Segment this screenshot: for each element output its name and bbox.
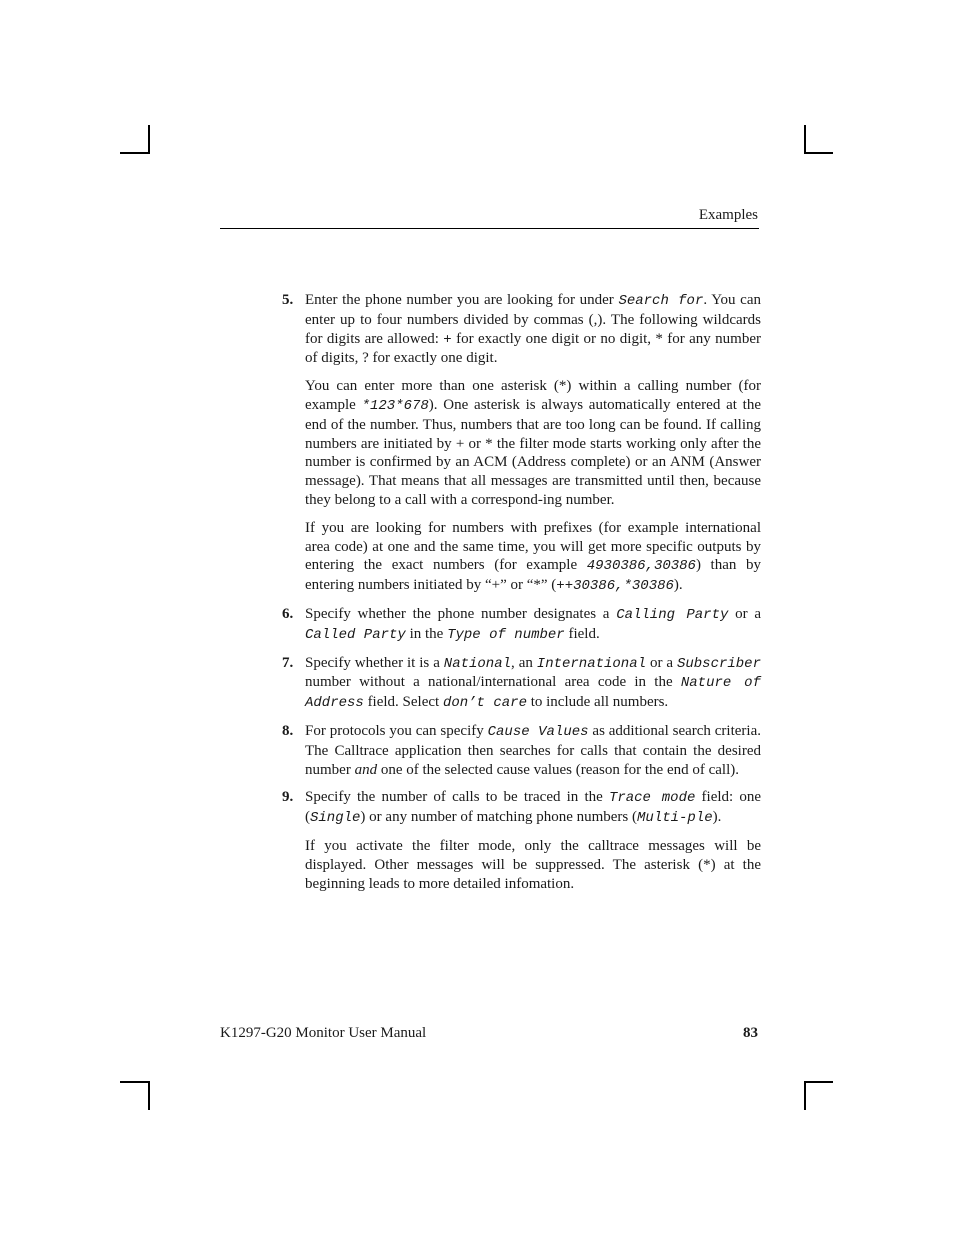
crop-mark-bottom-left-vertical <box>148 1081 150 1110</box>
body-text: Enter the phone number you are looking for under <box>305 292 619 308</box>
field-name-text: Calling Party <box>616 606 729 623</box>
field-name-text: Subscriber <box>676 655 761 672</box>
field-name-text: *123*678 <box>361 397 429 414</box>
field-name-text: ++30386,*30386 <box>556 578 674 595</box>
step-item <box>282 788 761 893</box>
step-item <box>282 654 761 713</box>
crop-mark-bottom-left-horizontal <box>120 1081 150 1083</box>
step-number: 5. <box>282 292 294 308</box>
body-text: Specify the number of calls to be traced in the <box>305 789 609 806</box>
body-text: ). One asterisk is always automatically entered at the end of the number. Thus, numbers that are too long can be found. If calling numbers are initiated by + or * the filter mode starts working only after the number is confirmed by an ACM (Address complete) or an ANM (Answer message). That means that all messages are transmitted until then, because they belong to a call with a correspond-ing number. <box>305 396 762 508</box>
running-header: Examples <box>698 207 758 223</box>
field-name-text: Nature of Address <box>305 675 761 712</box>
field-name-text: International <box>536 655 647 672</box>
crop-mark-top-right-vertical <box>804 125 806 154</box>
field-name-text: Search for <box>618 293 704 309</box>
body-text: Specify whether it is a <box>305 654 444 671</box>
step-paragraph <box>305 519 761 596</box>
emphasis-text: and <box>354 761 378 778</box>
field-name-text: don’t care <box>442 695 527 712</box>
body-text: in the <box>405 625 448 642</box>
header-rule <box>220 228 759 229</box>
body-text: field: one ( <box>305 789 761 826</box>
crop-mark-top-left-horizontal <box>120 152 150 154</box>
body-text: . You can enter up to four numbers divided by commas (,). The following wildcards for digits are allowed: <box>305 292 762 347</box>
step-paragraph <box>305 605 761 645</box>
body-text: You can enter more than one asterisk (*) within a calling number (for example <box>305 378 761 413</box>
body-text: or a <box>728 605 762 622</box>
field-name-text: + <box>443 331 452 348</box>
crop-mark-top-right-horizontal <box>804 152 833 154</box>
step-paragraph <box>305 722 761 779</box>
field-name-text: Single <box>310 810 361 827</box>
step-item <box>282 722 761 779</box>
field-name-text: Cause Values <box>487 723 589 740</box>
crop-mark-bottom-right-horizontal <box>804 1081 833 1083</box>
body-text: Specify whether the phone number designates a <box>305 605 617 622</box>
field-name-text: National <box>443 655 512 672</box>
body-text: ). <box>673 577 683 594</box>
step-item <box>282 291 762 596</box>
body-text: to include all numbers. <box>526 694 669 711</box>
body-text: ) or any number of matching phone numbers ( <box>360 809 638 826</box>
step-number: 7. <box>282 654 294 671</box>
step-number: 6. <box>282 605 294 622</box>
body-text: If you activate the filter mode, only the calltrace messages will be displayed. Other messages will be suppressed. The asterisk (*) at the beginning leads to more detailed infomation. <box>305 837 761 892</box>
step-paragraph <box>305 788 761 828</box>
body-text: For protocols you can specify <box>305 722 488 739</box>
body-text: If you are looking for numbers with prefixes (for example international area code) at one and the same time, you will get more specific outputs by entering the exact numbers (for example <box>305 519 761 574</box>
page-number: 83 <box>743 1025 758 1041</box>
step-number: 9. <box>282 789 294 806</box>
body-text: as additional search criteria. The Calltrace application then searches for calls that contain the desired number <box>305 722 761 778</box>
body-text: or a <box>646 654 677 671</box>
body-text: ). <box>712 809 722 826</box>
step-paragraph <box>305 654 761 713</box>
footer-manual-title: K1297-G20 Monitor User Manual <box>220 1025 427 1041</box>
step-list <box>282 291 762 902</box>
step-paragraph <box>305 291 761 368</box>
body-text: field. <box>564 625 600 642</box>
step-number: 8. <box>282 722 294 739</box>
crop-mark-bottom-right-vertical <box>804 1081 806 1110</box>
field-name-text: Multi-ple <box>637 810 713 827</box>
step-item <box>282 605 762 645</box>
field-name-text: Type of number <box>447 626 565 643</box>
body-text: ) than by entering numbers initiated by “+” or “*” ( <box>305 557 761 594</box>
crop-mark-top-left-vertical <box>148 125 150 154</box>
body-text: for exactly one digit or no digit, * for any number of digits, ? for exactly one digit. <box>305 330 761 367</box>
field-name-text: Called Party <box>305 626 406 643</box>
field-name-text: 4930386,30386 <box>586 558 696 575</box>
body-text: field. Select <box>363 694 443 711</box>
body-text: one of the selected cause values (reason for the end of call). <box>377 761 739 778</box>
step-paragraph <box>305 377 761 510</box>
field-name-text: Trace mode <box>608 790 696 807</box>
step-paragraph <box>305 837 761 893</box>
body-text: number without a national/international area code in the <box>305 674 681 691</box>
body-text: , an <box>511 654 537 671</box>
